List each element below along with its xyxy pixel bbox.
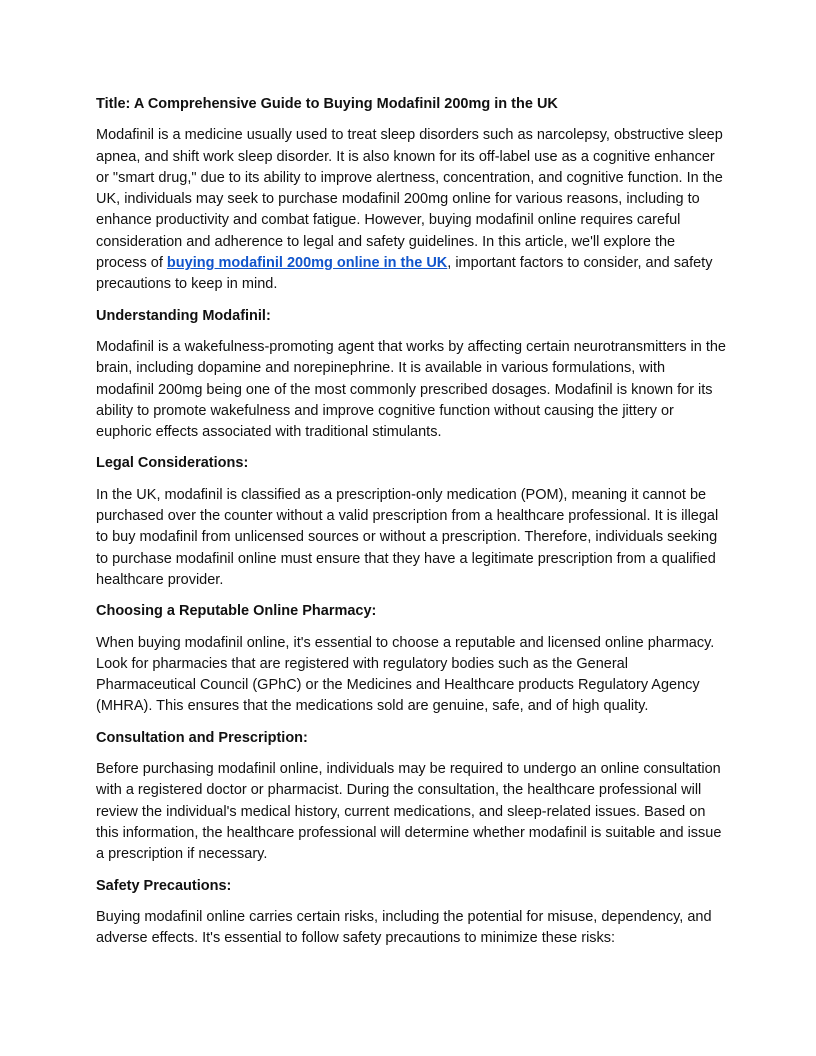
- document-page: [96, 94, 726, 959]
- section-heading-legal: Legal Considerations:: [96, 455, 249, 472]
- section-body-safety: Buying modafinil online carries certain risks, including the potential for misuse, dependency, and adverse effects. It's essential to follow safety precautions to minimize these risks:: [96, 908, 712, 947]
- section-body-legal: In the UK, modafinil is classified as a prescription-only medication (POM), meaning it cannot be purchased over the counter without a valid prescription from a healthcare professional. It is illegal to buy modafinil from unlicensed sources or without a prescription. Therefore, individuals seeking to purchase modafinil online must ensure that they have a legitimate prescription from a qualified healthcare provider.: [96, 486, 719, 588]
- buy-modafinil-link[interactable]: buying modafinil 200mg online in the UK: [166, 255, 448, 272]
- intro-text-before-link: Modafinil is a medicine usually used to treat sleep disorders such as narcolepsy, obstructive sleep apnea, and shift work sleep disorder. It is also known for its off-label use as a cognitive enhancer or "smart drug," due to its ability to improve alertness, concentration, and cognitive function. In the UK, individuals may seek to purchase modafinil 200mg online for various reasons, including to enhance productivity and combat fatigue. However, buying modafinil online requires careful consideration and adherence to legal and safety guidelines. In this article, we'll explore the process of: [96, 127, 723, 272]
- section-heading-pharmacy: Choosing a Reputable Online Pharmacy:: [96, 603, 377, 620]
- section-body-consultation: Before purchasing modafinil online, individuals may be required to undergo an online consultation with a registered doctor or pharmacist. During the consultation, the healthcare professional will review the individual's medical history, current medications, and sleep-related issues. Based on this information, the healthcare professional will determine whether modafinil is suitable and issue a prescription if necessary.: [96, 761, 722, 863]
- document-title: Title: A Comprehensive Guide to Buying Modafinil 200mg in the UK: [96, 96, 558, 112]
- section-heading-consultation: Consultation and Prescription:: [96, 729, 308, 746]
- section-heading-safety: Safety Precautions:: [96, 877, 232, 894]
- section-heading-understanding: Understanding Modafinil:: [96, 307, 271, 324]
- section-body-pharmacy: When buying modafinil online, it's essential to choose a reputable and licensed online pharmacy. Look for pharmacies that are registered with regulatory bodies such as the General Pharmaceutical Council (GPhC) or the Medicines and Healthcare products Regulatory Agency (MHRA). This ensures that the medications sold are genuine, safe, and of high quality.: [96, 634, 715, 715]
- section-body-understanding: Modafinil is a wakefulness-promoting agent that works by affecting certain neurotransmitters in the brain, including dopamine and norepinephrine. It is available in various formulations, with modafinil 200mg being one of the most commonly prescribed dosages. Modafinil is known for its ability to promote wakefulness and improve cognitive function without causing the jittery or euphoric effects associated with traditional stimulants.: [96, 338, 726, 441]
- intro-text-after-link: , important factors to consider, and safety precautions to keep in mind.: [96, 255, 713, 293]
- intro-paragraph: [96, 125, 726, 295]
